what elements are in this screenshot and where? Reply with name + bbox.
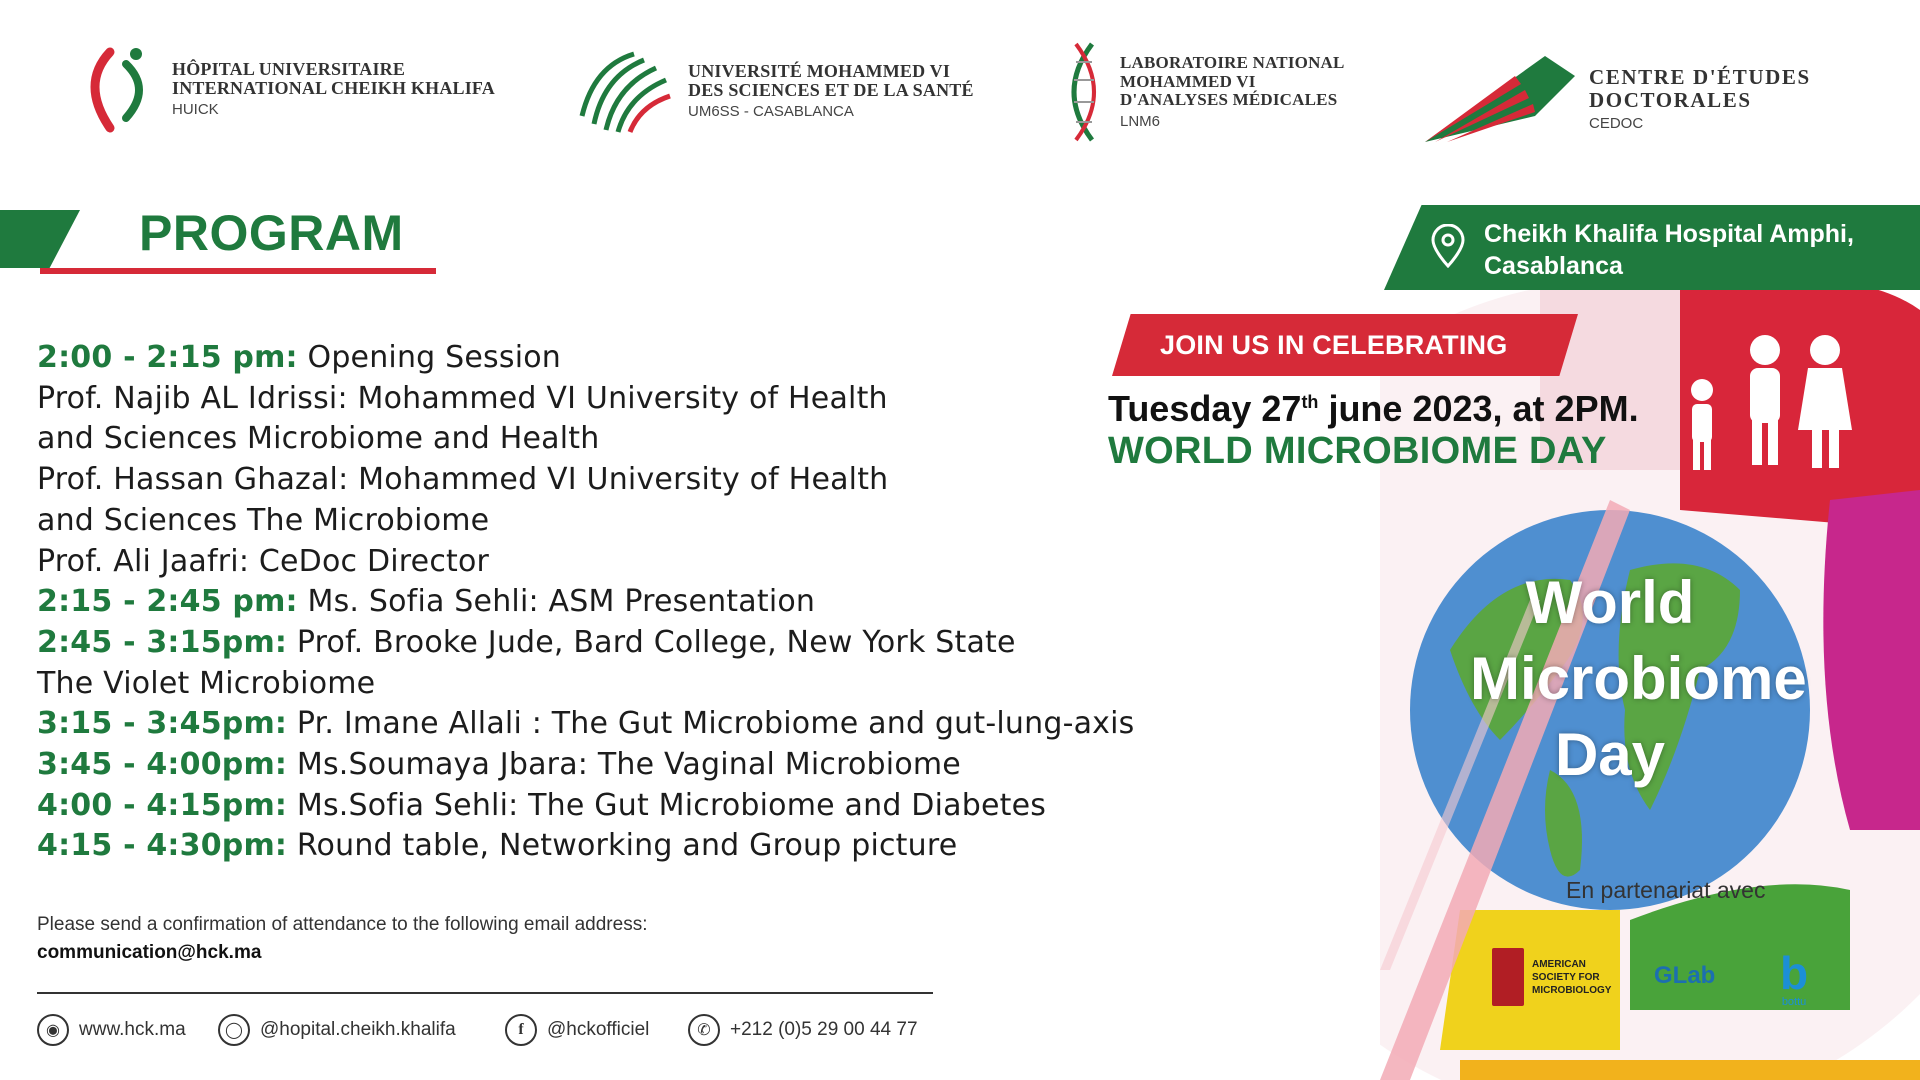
program-line: Prof. Hassan Ghazal: Mohammed VI University of Health	[37, 462, 889, 498]
um6ss-name-line1: UNIVERSITÉ MOHAMMED VI	[688, 60, 951, 81]
program-line: and Sciences The Microbiome	[37, 502, 490, 538]
program-title: PROGRAM	[139, 205, 404, 261]
facebook-icon: f	[505, 1014, 537, 1046]
lnm6-dna-icon	[1062, 40, 1106, 144]
program-line: 2:45 - 3:15pm: Prof. Brooke Jude, Bard College, New York State	[37, 624, 1016, 660]
huick-name-line1: HÔPITAL UNIVERSITAIRE	[172, 58, 406, 79]
partner-glab-logo	[1654, 962, 1715, 990]
um6ss-name-line2: DES SCIENCES ET DE LA SANTÉ	[688, 80, 974, 100]
phone-icon: ✆	[688, 1014, 720, 1046]
contact-phone[interactable]	[688, 1014, 918, 1046]
contact-facebook[interactable]	[505, 1014, 649, 1046]
program-title-underline	[40, 268, 436, 274]
attendance-email[interactable]: communication@hck.ma	[37, 942, 262, 963]
location-line1: Cheikh Khalifa Hospital Amphi,	[1484, 220, 1854, 248]
globe-title	[1470, 565, 1807, 793]
logo-huick	[80, 44, 495, 134]
cedoc-name-line1: CENTRE D'ÉTUDES	[1589, 65, 1811, 90]
location-text	[1484, 218, 1854, 282]
program-line: 4:15 - 4:30pm: Round table, Networking and Group picture	[37, 828, 958, 864]
um6ss-acronym: UM6SS - CASABLANCA	[688, 103, 854, 121]
contact-instagram[interactable]	[218, 1014, 456, 1046]
globe-title-line2: Microbiome	[1470, 645, 1807, 712]
program-heading-accent	[0, 210, 80, 268]
facebook-text: @hckofficiel	[547, 1019, 650, 1040]
globe-icon: ◉	[37, 1014, 69, 1046]
attendance-note: Please send a confirmation of attendance to the following email address:	[37, 914, 648, 935]
footer-divider	[37, 992, 933, 994]
program-list	[37, 338, 1135, 867]
lnm6-name-line3: D'ANALYSES MÉDICALES	[1120, 90, 1338, 110]
program-line: and Sciences Microbiome and Health	[37, 421, 600, 457]
website-text: www.hck.ma	[79, 1019, 186, 1040]
huick-name-line2: INTERNATIONAL CHEIKH KHALIFA	[172, 78, 495, 98]
lnm6-acronym: LNM6	[1120, 112, 1161, 130]
program-line: 2:15 - 2:45 pm: Ms. Sofia Sehli: ASM Presentation	[37, 584, 816, 620]
logo-um6ss	[574, 46, 974, 136]
logo-cedoc	[1425, 56, 1811, 142]
program-line: 2:00 - 2:15 pm: Opening Session	[37, 340, 562, 375]
location-line2: Casablanca	[1484, 252, 1623, 280]
bottu-name: bottu	[1781, 996, 1807, 1008]
instagram-icon: ◯	[218, 1014, 250, 1046]
asm-microscope-icon	[1492, 948, 1524, 1006]
glab-name: GLab	[1654, 962, 1716, 989]
program-line: 3:45 - 4:00pm: Ms.Soumaya Jbara: The Vaginal Microbiome	[37, 747, 961, 783]
phone-text: +212 (0)5 29 00 44 77	[730, 1019, 918, 1040]
instagram-text: @hopital.cheikh.khalifa	[260, 1019, 456, 1040]
asm-name: AMERICAN SOCIETY FOR MICROBIOLOGY	[1532, 958, 1612, 996]
location-pin-icon	[1430, 224, 1466, 268]
um6ss-logo-icon	[574, 46, 674, 136]
cedoc-logo-icon	[1425, 56, 1575, 142]
partner-bottu-logo	[1780, 947, 1809, 1008]
event-title: WORLD MICROBIOME DAY	[1108, 430, 1607, 472]
globe-title-line3: Day	[1554, 721, 1666, 788]
join-text: JOIN US IN CELEBRATING	[1160, 330, 1508, 360]
lnm6-name-line1: LABORATOIRE NATIONAL	[1120, 53, 1345, 73]
bottu-mark-icon: b	[1780, 947, 1809, 999]
program-line: Prof. Ali Jaafri: CeDoc Director	[37, 543, 490, 579]
logo-lnm6	[1062, 40, 1345, 144]
program-line: 4:00 - 4:15pm: Ms.Sofia Sehli: The Gut Microbiome and Diabetes	[37, 787, 1047, 823]
partner-asm-logo	[1492, 948, 1622, 1006]
cedoc-name-line2: DOCTORALES	[1589, 88, 1752, 112]
lnm6-name-line2: MOHAMMED VI	[1120, 71, 1256, 91]
program-line: 3:15 - 3:45pm: Pr. Imane Allali : The Gut Microbiome and gut-lung-axis	[37, 706, 1135, 742]
cedoc-acronym: CEDOC	[1589, 114, 1644, 132]
huick-acronym: HUICK	[172, 101, 219, 119]
huick-logo-icon	[80, 44, 158, 134]
partners-label: En partenariat avec	[1566, 877, 1766, 903]
program-line: Prof. Najib AL Idrissi: Mohammed VI University of Health	[37, 380, 888, 416]
contact-website[interactable]	[37, 1014, 186, 1046]
globe-title-line1: World	[1525, 569, 1695, 636]
event-date: Tuesday 27th june 2023, at 2PM.	[1108, 388, 1639, 429]
program-line: The Violet Microbiome	[37, 665, 376, 701]
